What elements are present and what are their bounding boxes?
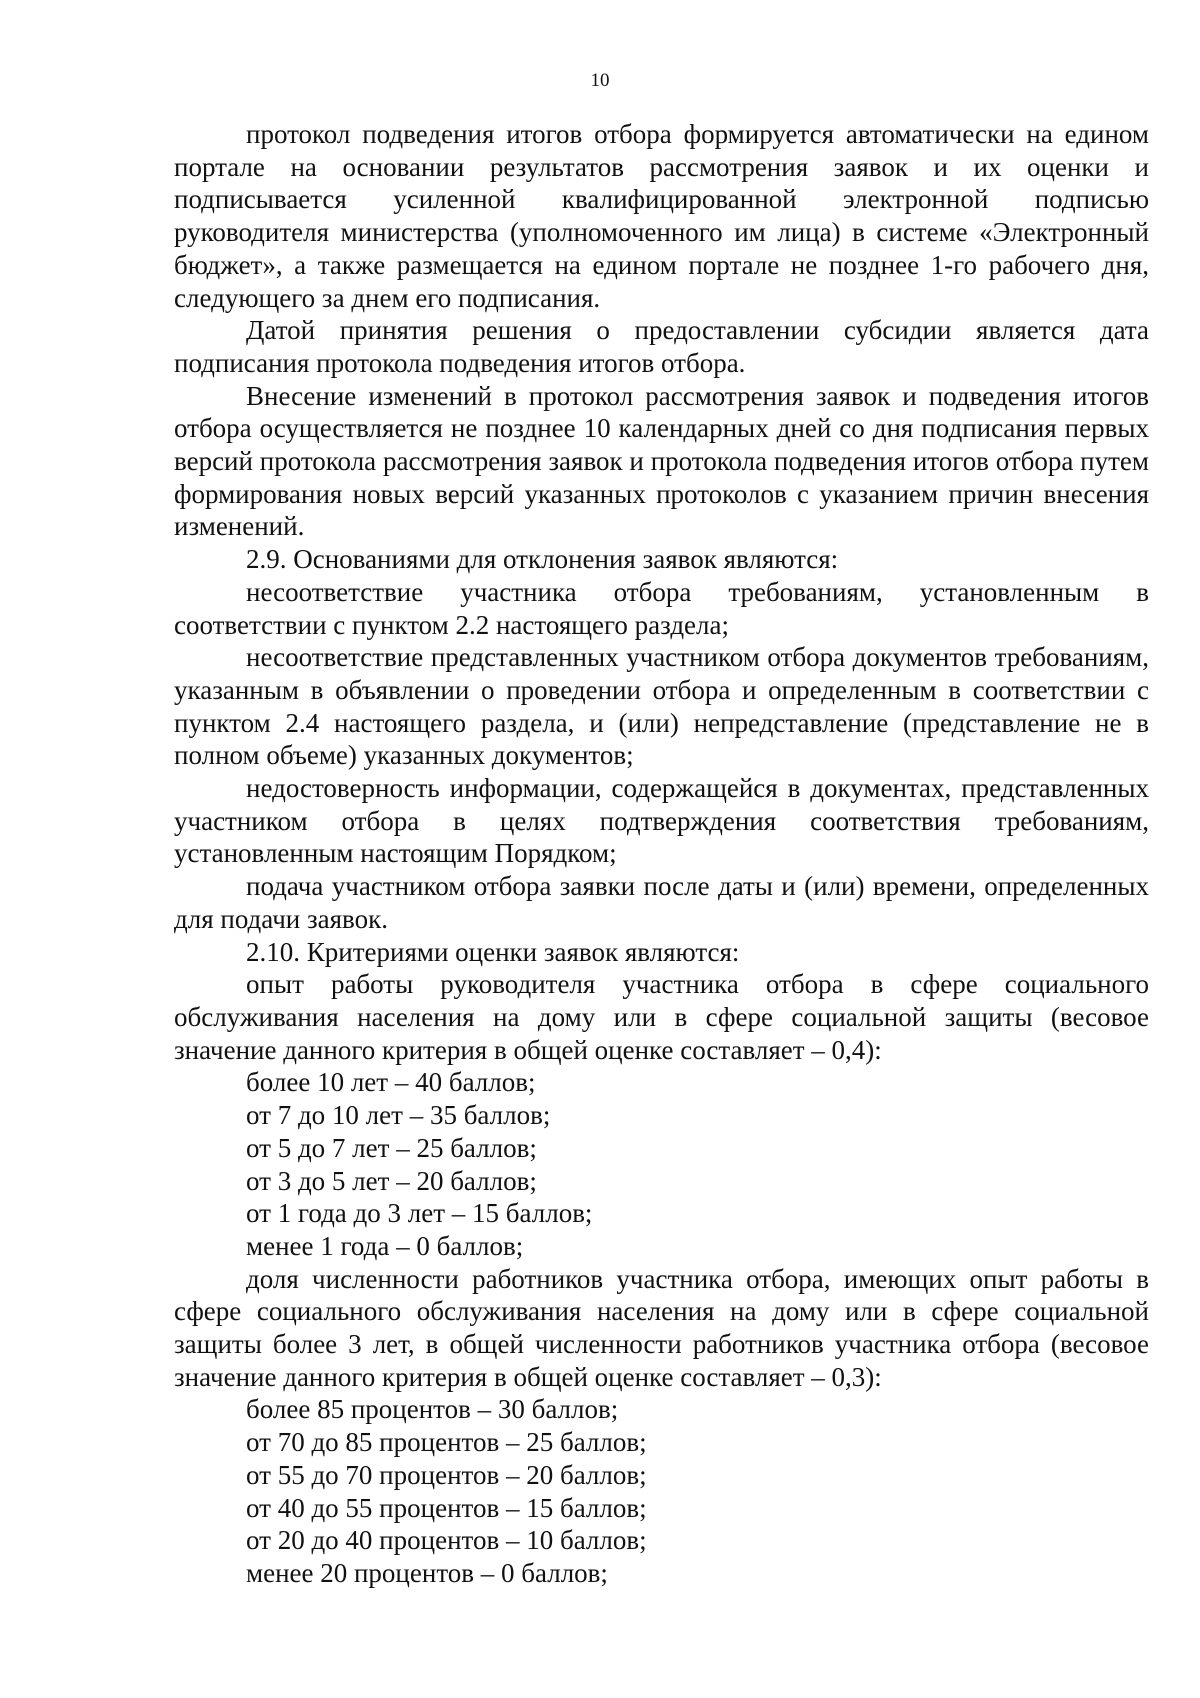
criterion-staff-experience-share: доля численности работников участника отбора, имеющих опыт работы в сфере социального обслуживания населения на дому или в сфере социальной защиты более 3 лет, в общей численности работников участника отбора (весовое значение данного критерия в общей оценке составляет – 0,3):	[174, 1263, 1149, 1392]
score-list-item: от 5 до 7 лет – 25 баллов;	[246, 1132, 537, 1163]
score-list-item: менее 1 года – 0 баллов;	[246, 1230, 524, 1261]
page-number: 10	[590, 70, 610, 91]
score-list-item: от 40 до 55 процентов – 15 баллов;	[246, 1492, 647, 1523]
score-list-item: от 70 до 85 процентов – 25 баллов;	[246, 1427, 647, 1458]
score-list-item: более 85 процентов – 30 баллов;	[246, 1394, 619, 1425]
paragraph-protocol-summary: протокол подведения итогов отбора формируется автоматически на едином портале на основании результатов рассмотрения заявок и их оценки и подписывается усиленной квалифицированной электронной подписью руководителя министерства (уполномоченного им лица) в системе «Электронный бюджет», а также размещается на едином портале не позднее 1-го рабочего дня, следующего за днем его подписания.	[174, 119, 1149, 313]
paragraph-protocol-changes: Внесение изменений в протокол рассмотрения заявок и подведения итогов отбора осуществляется не позднее 10 календарных дней со дня подписания первых версий протокола рассмотрения заявок и протокола подведения итогов отбора путем формирования новых версий указанных протоколов с указанием причин внесения изменений.	[174, 380, 1149, 542]
score-list-item: менее 20 процентов – 0 баллов;	[246, 1557, 608, 1588]
score-list-item: от 7 до 10 лет – 35 баллов;	[246, 1100, 551, 1131]
rejection-ground-item: несоответствие участника отбора требованиям, установленным в соответствии с пунктом 2.2 настоящего раздела;	[174, 576, 1149, 640]
score-list-item: более 10 лет – 40 баллов;	[246, 1067, 536, 1098]
section-heading-rejection-grounds: 2.9. Основаниями для отклонения заявок являются:	[246, 544, 839, 575]
score-list-item: от 20 до 40 процентов – 10 баллов;	[246, 1525, 647, 1556]
score-list-item: от 1 года до 3 лет – 15 баллов;	[246, 1198, 593, 1229]
document-body	[174, 118, 1149, 1590]
section-heading-evaluation-criteria: 2.10. Критериями оценки заявок являются:	[246, 936, 740, 967]
rejection-ground-item: недостоверность информации, содержащейся в документах, представленных участником отбора в целях подтверждения соответствия требованиям, установленным настоящим Порядком;	[174, 773, 1149, 869]
rejection-ground-item: несоответствие представленных участником отбора документов требованиям, указанным в объявлении о проведении отбора и определенным в соответствии с пунктом 2.4 настоящего раздела, и (или) непредставление (представление не в полном объеме) указанных документов;	[174, 642, 1149, 771]
paragraph-decision-date: Датой принятия решения о предоставлении субсидии является дата подписания протокола подведения итогов отбора.	[174, 315, 1149, 378]
score-list-item: от 55 до 70 процентов – 20 баллов;	[246, 1459, 647, 1490]
criterion-manager-experience: опыт работы руководителя участника отбора в сфере социального обслуживания населения на дому или в сфере социальной защиты (весовое значение данного критерия в общей оценке составляет – 0,4):	[174, 969, 1149, 1065]
score-list-item: от 3 до 5 лет – 20 баллов;	[246, 1165, 537, 1196]
rejection-ground-item: подача участником отбора заявки после даты и (или) времени, определенных для подачи заявок.	[174, 871, 1149, 934]
